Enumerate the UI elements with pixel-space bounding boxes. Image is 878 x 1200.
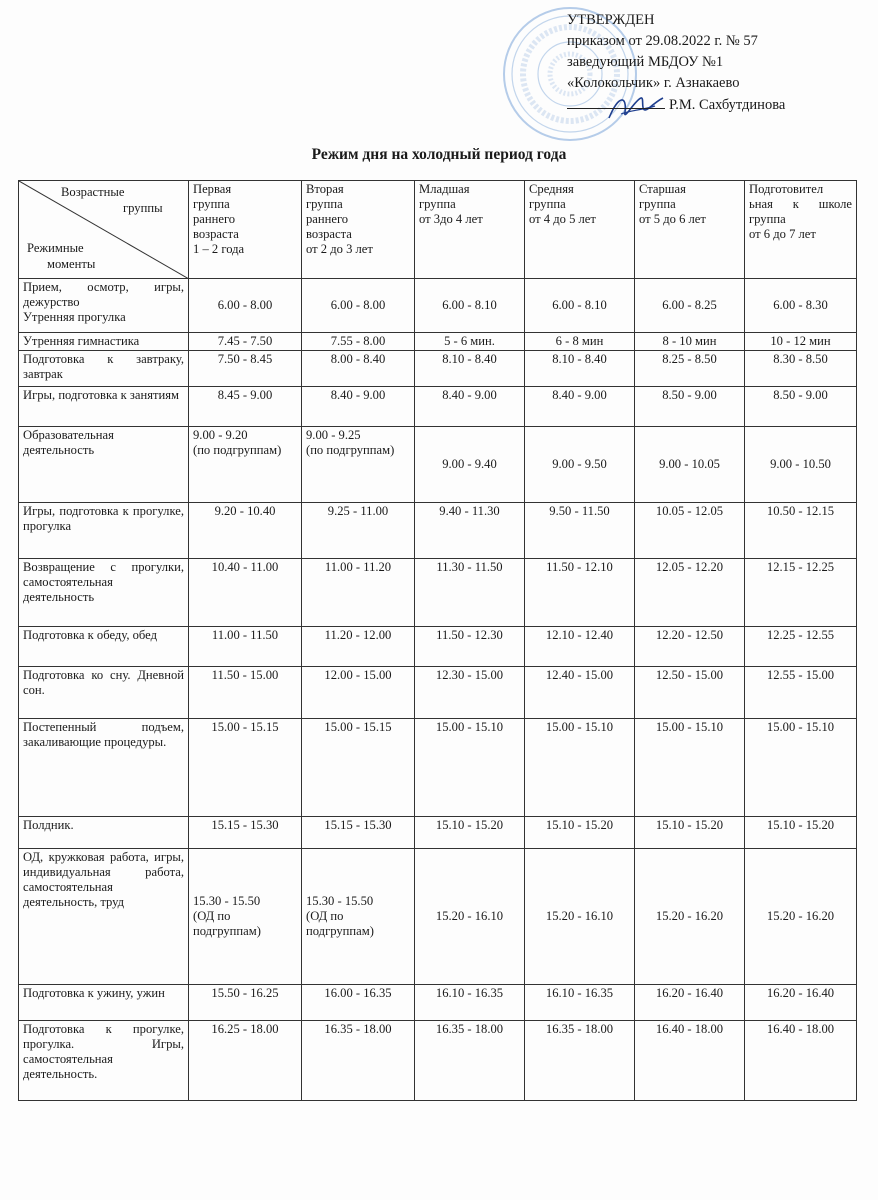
time-cell: 15.15 - 15.30 bbox=[302, 817, 415, 849]
time-cell: 10.50 - 12.15 bbox=[745, 503, 857, 559]
group-header-line: группа bbox=[193, 197, 230, 211]
time-cell: 8.50 - 9.00 bbox=[745, 387, 857, 427]
activity-cell: Прием, осмотр, игры, дежурство Утренняя прогулка bbox=[19, 279, 189, 333]
time-cell: 15.20 - 16.20 bbox=[745, 849, 857, 985]
time-cell: 5 - 6 мин. bbox=[415, 333, 525, 351]
activity-cell: Игры, подготовка к занятиям bbox=[19, 387, 189, 427]
group-header-line: возраста bbox=[306, 227, 352, 241]
time-cell: 12.05 - 12.20 bbox=[635, 559, 745, 627]
time-cell: 9.00 - 9.20 (по подгруппам) bbox=[189, 427, 302, 503]
time-cell: 7.50 - 8.45 bbox=[189, 351, 302, 387]
time-cell: 15.00 - 15.10 bbox=[415, 719, 525, 817]
time-cell: 16.35 - 18.00 bbox=[302, 1021, 415, 1101]
group-header-line: группа bbox=[306, 197, 343, 211]
time-cell: 10 - 12 мин bbox=[745, 333, 857, 351]
time-cell: 16.20 - 16.40 bbox=[745, 985, 857, 1021]
table-row bbox=[19, 559, 857, 627]
table-row bbox=[19, 985, 857, 1021]
time-cell: 9.00 - 10.05 bbox=[635, 427, 745, 503]
approval-line: УТВЕРЖДЕН bbox=[567, 12, 655, 28]
group-header-line: от 3до 4 лет bbox=[419, 212, 483, 226]
time-cell: 7.55 - 8.00 bbox=[302, 333, 415, 351]
time-cell: 12.50 - 15.00 bbox=[635, 667, 745, 719]
table-row bbox=[19, 849, 857, 985]
time-cell: 15.00 - 15.10 bbox=[525, 719, 635, 817]
activity-cell: Подготовка к прогулке, прогулка. Игры, самостоятельная деятельность. bbox=[19, 1021, 189, 1101]
activity-cell: Полдник. bbox=[19, 817, 189, 849]
time-cell: 16.35 - 18.00 bbox=[415, 1021, 525, 1101]
group-header-line: группа bbox=[639, 197, 676, 211]
time-cell: 15.50 - 16.25 bbox=[189, 985, 302, 1021]
time-cell: 12.30 - 15.00 bbox=[415, 667, 525, 719]
time-cell: 9.25 - 11.00 bbox=[302, 503, 415, 559]
table-row bbox=[19, 719, 857, 817]
time-cell: 8.40 - 9.00 bbox=[415, 387, 525, 427]
time-cell: 15.20 - 16.10 bbox=[415, 849, 525, 985]
time-cell: 6.00 - 8.30 bbox=[745, 279, 857, 333]
time-cell: 12.00 - 15.00 bbox=[302, 667, 415, 719]
table-row bbox=[19, 627, 857, 667]
time-cell: 9.20 - 10.40 bbox=[189, 503, 302, 559]
group-header-line: группа bbox=[749, 212, 786, 226]
group-header-line: от 5 до 6 лет bbox=[639, 212, 706, 226]
time-cell: 15.20 - 16.20 bbox=[635, 849, 745, 985]
time-cell: 15.10 - 15.20 bbox=[745, 817, 857, 849]
approval-line: «Колокольчик» г. Азнакаево bbox=[567, 75, 740, 91]
group-header-line: Средняя bbox=[529, 182, 574, 196]
approval-line: приказом от 29.08.2022 г. № 57 bbox=[567, 33, 758, 49]
group-header-line: группа bbox=[529, 197, 566, 211]
activity-cell: Подготовка к завтраку, завтрак bbox=[19, 351, 189, 387]
time-cell: 6.00 - 8.10 bbox=[525, 279, 635, 333]
page-title: Режим дня на холодный период года bbox=[311, 146, 567, 163]
time-cell: 9.40 - 11.30 bbox=[415, 503, 525, 559]
group-header bbox=[189, 181, 302, 279]
time-cell: 12.25 - 12.55 bbox=[745, 627, 857, 667]
time-cell: 15.10 - 15.20 bbox=[635, 817, 745, 849]
time-cell: 6.00 - 8.00 bbox=[302, 279, 415, 333]
table-row bbox=[19, 427, 857, 503]
time-cell: 8.10 - 8.40 bbox=[525, 351, 635, 387]
activity-cell: Образовательная деятельность bbox=[19, 427, 189, 503]
time-cell: 8.50 - 9.00 bbox=[635, 387, 745, 427]
schedule-table bbox=[18, 180, 857, 1101]
table-row bbox=[19, 503, 857, 559]
time-cell: 12.40 - 15.00 bbox=[525, 667, 635, 719]
time-cell: 10.05 - 12.05 bbox=[635, 503, 745, 559]
time-cell: 8.40 - 9.00 bbox=[302, 387, 415, 427]
group-header-line: возраста bbox=[193, 227, 239, 241]
time-cell: 11.00 - 11.20 bbox=[302, 559, 415, 627]
group-header-line: Старшая bbox=[639, 182, 686, 196]
activity-cell: Утренняя гимнастика bbox=[19, 333, 189, 351]
time-cell: 15.00 - 15.10 bbox=[635, 719, 745, 817]
time-cell: 15.15 - 15.30 bbox=[189, 817, 302, 849]
time-cell: 15.00 - 15.15 bbox=[302, 719, 415, 817]
time-cell: 8.10 - 8.40 bbox=[415, 351, 525, 387]
time-cell: 16.20 - 16.40 bbox=[635, 985, 745, 1021]
header-row bbox=[19, 181, 857, 279]
time-cell: 8.30 - 8.50 bbox=[745, 351, 857, 387]
table-row bbox=[19, 333, 857, 351]
table-row bbox=[19, 1021, 857, 1101]
time-cell: 15.10 - 15.20 bbox=[525, 817, 635, 849]
time-cell: 11.20 - 12.00 bbox=[302, 627, 415, 667]
time-cell: 16.40 - 18.00 bbox=[635, 1021, 745, 1101]
activity-cell: Возвращение с прогулки, самостоятельная деятельность bbox=[19, 559, 189, 627]
time-cell: 9.00 - 9.25 (по подгруппам) bbox=[302, 427, 415, 503]
group-header-line: Первая bbox=[193, 182, 232, 196]
time-cell: 11.50 - 12.10 bbox=[525, 559, 635, 627]
table-row bbox=[19, 667, 857, 719]
time-cell: 6.00 - 8.25 bbox=[635, 279, 745, 333]
group-header-line: раннего bbox=[306, 212, 349, 226]
time-cell: 16.40 - 18.00 bbox=[745, 1021, 857, 1101]
time-cell: 12.20 - 12.50 bbox=[635, 627, 745, 667]
time-cell: 15.20 - 16.10 bbox=[525, 849, 635, 985]
time-cell: 16.10 - 16.35 bbox=[415, 985, 525, 1021]
approval-signature-row bbox=[567, 94, 785, 116]
table-row bbox=[19, 817, 857, 849]
time-cell: 9.00 - 10.50 bbox=[745, 427, 857, 503]
time-cell: 11.50 - 15.00 bbox=[189, 667, 302, 719]
group-header bbox=[302, 181, 415, 279]
group-header-line: раннего bbox=[193, 212, 236, 226]
corner-label: группы bbox=[123, 201, 163, 215]
group-header-line: от 6 до 7 лет bbox=[749, 227, 816, 241]
corner-label: Режимные bbox=[27, 241, 84, 255]
corner-header bbox=[19, 181, 189, 279]
activity-cell: Подготовка к ужину, ужин bbox=[19, 985, 189, 1021]
group-header-line: Подготовител bbox=[749, 182, 824, 196]
table-row bbox=[19, 387, 857, 427]
time-cell: 6 - 8 мин bbox=[525, 333, 635, 351]
time-cell: 9.50 - 11.50 bbox=[525, 503, 635, 559]
time-cell: 12.55 - 15.00 bbox=[745, 667, 857, 719]
corner-label: моменты bbox=[47, 257, 96, 271]
time-cell: 16.35 - 18.00 bbox=[525, 1021, 635, 1101]
group-header bbox=[415, 181, 525, 279]
activity-cell: Постепенный подъем, закаливающие процедуры. bbox=[19, 719, 189, 817]
signer-name: Р.М. Сахбутдинова bbox=[669, 97, 786, 113]
time-cell: 6.00 - 8.10 bbox=[415, 279, 525, 333]
approval-block bbox=[567, 10, 785, 116]
time-cell: 16.00 - 16.35 bbox=[302, 985, 415, 1021]
time-cell: 16.25 - 18.00 bbox=[189, 1021, 302, 1101]
time-cell: 15.00 - 15.10 bbox=[745, 719, 857, 817]
group-header bbox=[745, 181, 857, 279]
group-header-line: от 2 до 3 лет bbox=[306, 242, 373, 256]
time-cell: 10.40 - 11.00 bbox=[189, 559, 302, 627]
time-cell: 11.00 - 11.50 bbox=[189, 627, 302, 667]
time-cell: 11.30 - 11.50 bbox=[415, 559, 525, 627]
time-cell: 12.10 - 12.40 bbox=[525, 627, 635, 667]
time-cell: 8.00 - 8.40 bbox=[302, 351, 415, 387]
group-header-line: от 4 до 5 лет bbox=[529, 212, 596, 226]
group-header-line: Младшая bbox=[419, 182, 470, 196]
approval-line: заведующий МБДОУ №1 bbox=[567, 54, 724, 70]
group-header-line: Вторая bbox=[306, 182, 344, 196]
group-header bbox=[525, 181, 635, 279]
activity-cell: Игры, подготовка к прогулке, прогулка bbox=[19, 503, 189, 559]
time-cell: 15.10 - 15.20 bbox=[415, 817, 525, 849]
corner-label: Возрастные bbox=[61, 185, 125, 199]
time-cell: 8.40 - 9.00 bbox=[525, 387, 635, 427]
time-cell: 9.00 - 9.40 bbox=[415, 427, 525, 503]
time-cell: 8.45 - 9.00 bbox=[189, 387, 302, 427]
time-cell: 15.00 - 15.15 bbox=[189, 719, 302, 817]
table-row bbox=[19, 279, 857, 333]
time-cell: 12.15 - 12.25 bbox=[745, 559, 857, 627]
time-cell: 6.00 - 8.00 bbox=[189, 279, 302, 333]
signature-line bbox=[567, 94, 665, 109]
time-cell: 15.30 - 15.50 (ОД по подгруппам) bbox=[189, 849, 302, 985]
time-cell: 9.00 - 9.50 bbox=[525, 427, 635, 503]
time-cell: 15.30 - 15.50 (ОД по подгруппам) bbox=[302, 849, 415, 985]
table-row bbox=[19, 351, 857, 387]
activity-cell: Подготовка ко сну. Дневной сон. bbox=[19, 667, 189, 719]
activity-cell: ОД, кружковая работа, игры, индивидуальная работа, самостоятельная деятельность, труд bbox=[19, 849, 189, 985]
time-cell: 8 - 10 мин bbox=[635, 333, 745, 351]
group-header-line: ьная к школе bbox=[749, 197, 852, 211]
time-cell: 7.45 - 7.50 bbox=[189, 333, 302, 351]
group-header-line: 1 – 2 года bbox=[193, 242, 245, 256]
activity-cell: Подготовка к обеду, обед bbox=[19, 627, 189, 667]
group-header-line: группа bbox=[419, 197, 456, 211]
time-cell: 11.50 - 12.30 bbox=[415, 627, 525, 667]
time-cell: 16.10 - 16.35 bbox=[525, 985, 635, 1021]
time-cell: 8.25 - 8.50 bbox=[635, 351, 745, 387]
group-header bbox=[635, 181, 745, 279]
